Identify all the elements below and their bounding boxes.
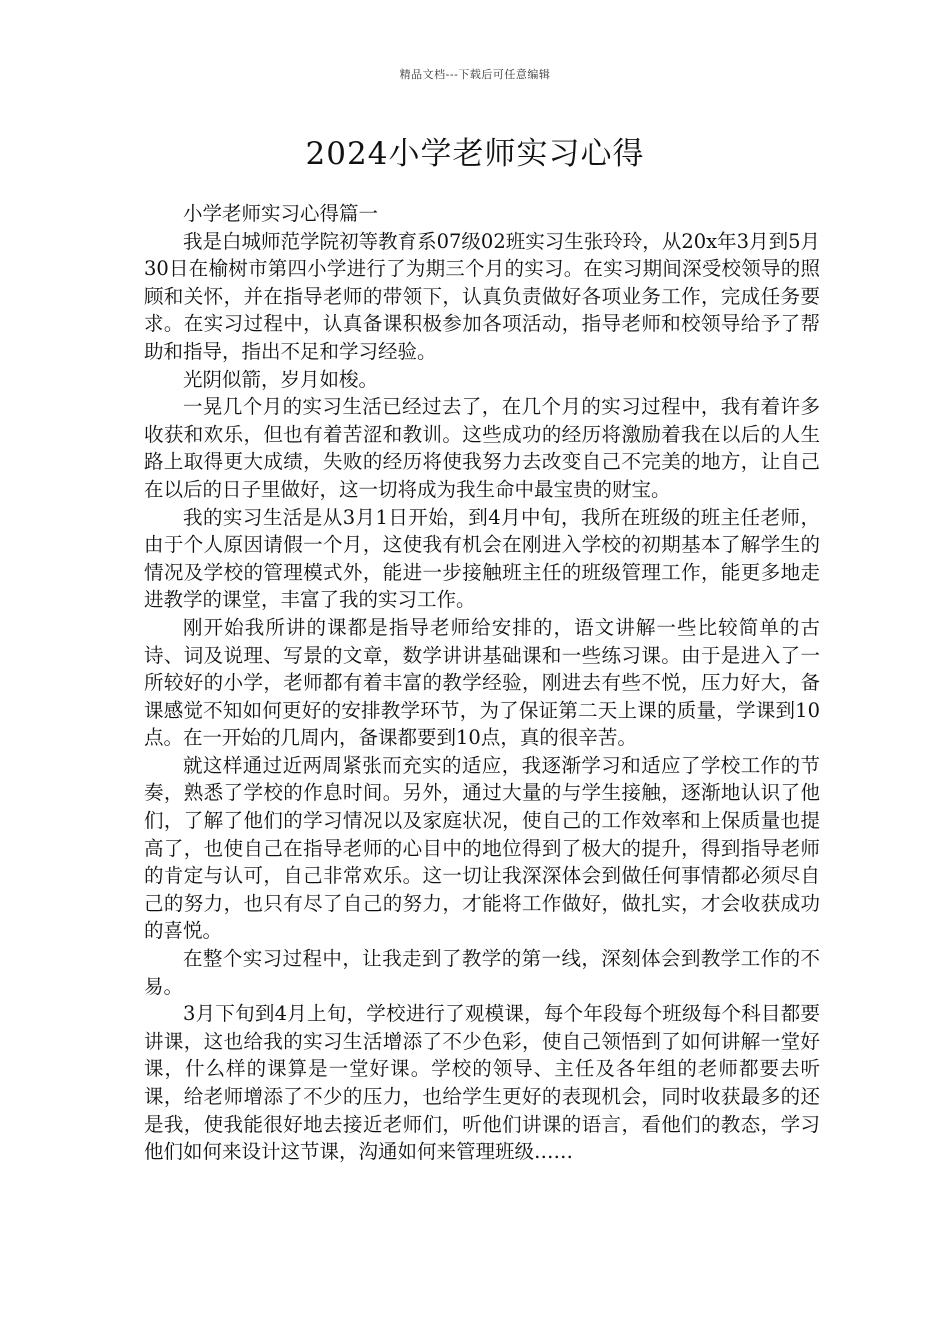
paragraph: 在整个实习过程中，让我走到了教学的第一线，深刻体会到教学工作的不易。 [144, 947, 820, 998]
paragraph: 我是白城师范学院初等教育系07级02班实习生张玲玲，从20x年3月到5月30日在榆树市第四小学进行了为期三个月的实习。在实习期间深受校领导的照顾和关怀，并在指导老师的带领下，认真负责做好各项业务工作，完成任务要求。在实习过程中，认真备课积极参加各项活动，指导老师和校领导给予了帮助和指导，指出不足和学习经验。 [144, 229, 820, 363]
section-heading: 小学老师实习心得篇一 [183, 202, 379, 225]
page-title: 2024小学老师实习心得 [305, 136, 645, 172]
paragraph: 一晃几个月的实习生活已经过去了，在几个月的实习过程中，我有着许多收获和欢乐，但也有着苦涩和教训。这些成功的经历将激励着我在以后的人生路上取得更大成绩，失败的经历将使我努力去改变自己不完美的地方，让自己在以后的日子里做好，这一切将成为我生命中最宝贵的财宝。 [144, 395, 820, 501]
paragraph: 就这样通过近两周紧张而充实的适应，我逐渐学习和适应了学校工作的节奏，熟悉了学校的作息时间。另外，通过大量的与学生接触，逐渐地认识了他们，了解了他们的学习情况以及家庭状况，使自己的工作效率和上保质量也提高了，也使自己在指导老师的心目中的地位得到了极大的提升，得到指导老师的肯定与认可，自己非常欢乐。这一切让我深深体会到做任何事情都必须尽自己的努力，也只有尽了自己的努力，才能将工作做好，做扎实，才会收获成功的喜悦。 [144, 753, 820, 943]
paragraph: 刚开始我所讲的课都是指导老师给安排的，语文讲解一些比较简单的古诗、词及说理、写景的文章，数学讲讲基础课和一些练习课。由于是进入了一所较好的小学，老师都有着丰富的教学经验，刚进去有些不悦，压力好大，备课感觉不知如何更好的安排教学环节，为了保证第二天上课的质量，学课到10点。在一开始的几周内，备课都要到10点，真的很辛苦。 [144, 615, 820, 750]
paragraph: 我的实习生活是从3月1日开始，到4月中旬，我所在班级的班主任老师，由于个人原因请假一个月，这使我有机会在刚进入学校的初期基本了解学生的情况及学校的管理模式外，能进一步接触班主任的班级管理工作，能更多地走进教学的课堂，丰富了我的实习工作。 [144, 505, 820, 612]
paragraph: 光阴似箭，岁月如梭。 [183, 367, 379, 391]
document-body [144, 200, 820, 1166]
paragraph: 3月下旬到4月上旬，学校进行了观模课，每个年段每个班级每个科目都要讲课，这也给我的实习生活增添了不少色彩，使自己领悟到了如何讲解一堂好课，什么样的课算是一堂好课。学校的领导、主任及各年组的老师都要去听课，给老师增添了不少的压力，也给学生更好的表现机会，同时收获最多的还是我，使我能很好地去接近老师们，听他们讲课的语言，看他们的教态，学习他们如何来设计这节课，沟通如何来管理班级…… [144, 1002, 820, 1164]
header-note: 精品文档---下载后可任意编辑 [399, 68, 551, 81]
